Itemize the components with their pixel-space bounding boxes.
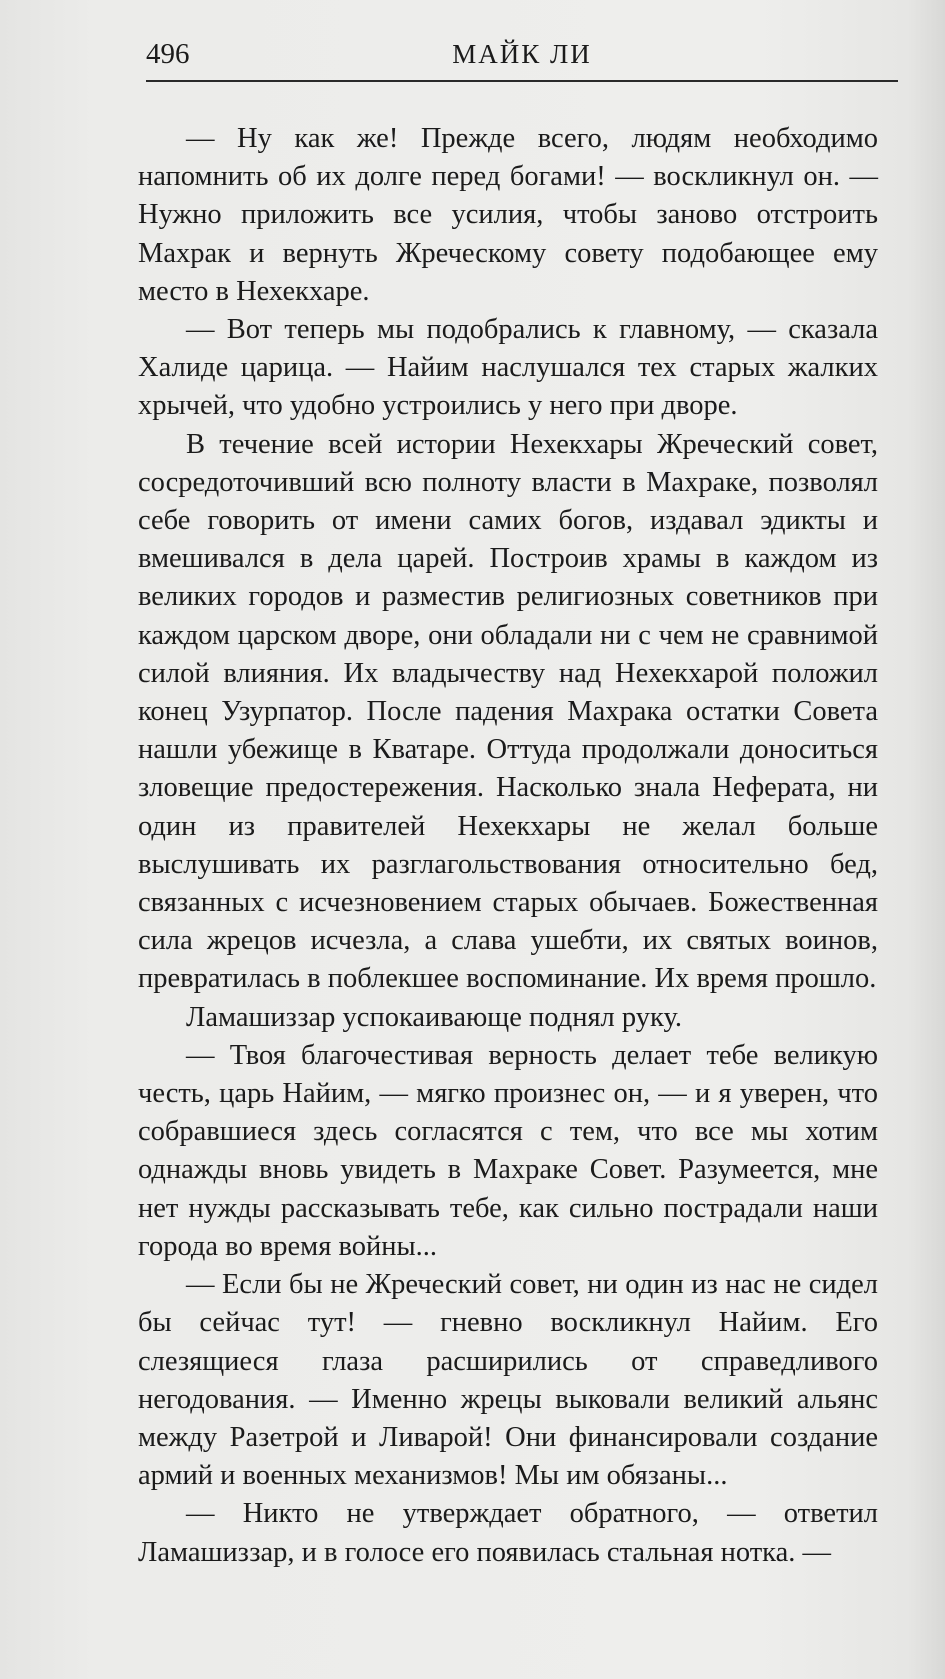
paragraph: — Твоя благочестивая верность делает тебе великую честь, царь Найим, — мягко произнес он, — и я уверен, что собравшиеся здесь согласятся с тем, что все мы хотим однажды вновь увидеть в Махраке Совет. Разумеется, мне нет нужды рассказывать тебе, как сильно пострадали наши города во время войны... xyxy=(138,1039,878,1262)
paragraph: — Никто не утверждает обратного, — ответил Ламашиззар, и в голосе его появилась стальная нотка. — xyxy=(138,1498,878,1568)
running-head: МАЙК ЛИ xyxy=(452,39,592,69)
paragraph: — Если бы не Жреческий совет, ни один из нас не сидел бы сейчас тут! — гневно воскликнул Найим. Его слезящиеся глаза расширились от справедливого негодования. — Именно жрецы выковали великий альянс между Разетрой и Ливарой! Они финансировали создание армий и военных механизмов! Мы им обязаны... xyxy=(138,1269,878,1492)
paragraph: Ламашиззар успокаивающе поднял руку. xyxy=(186,1001,682,1033)
body-text xyxy=(138,120,878,1572)
header-rule xyxy=(146,80,898,82)
paragraph: — Вот теперь мы подобрались к главному, — сказала Халиде царица. — Найим наслушался тех старых жалких хрычей, что удобно устроились у него при дворе. xyxy=(138,314,878,422)
paragraph: — Ну как же! Прежде всего, людям необходимо напомнить об их долге перед богами! — воскликнул он. — Нужно приложить все усилия, чтобы заново отстроить Махрак и вернуть Жреческому совету подобающее ему место в Нехекхаре. xyxy=(138,123,878,307)
page-header xyxy=(146,34,898,78)
page-number: 496 xyxy=(146,38,190,70)
paragraph: В течение всей истории Нехекхары Жреческий совет, сосредоточивший всю полноту власти в Махраке, позволял себе говорить от имени самих богов, издавал эдикты и вмешивался в дела царей. Построив храмы в каждом из великих городов и разместив религиозных советников при каждом царском дворе, они обладали ни с чем не сравнимой силой влияния. Их владычеству над Нехекхарой положил конец Узурпатор. После падения Махрака остатки Совета нашли убежище в Кватаре. Оттуда продолжали доноситься зловещие предостережения. Насколько знала Неферата, ни один из правителей Нехекхары не желал больше выслушивать их разглагольствования относительно бед, связанных с исчезновением старых обычаев. Божественная сила жрецов исчезла, а слава ушебти, их святых воинов, превратилась в поблекшее воспоминание. Их время прошло. xyxy=(138,428,878,995)
